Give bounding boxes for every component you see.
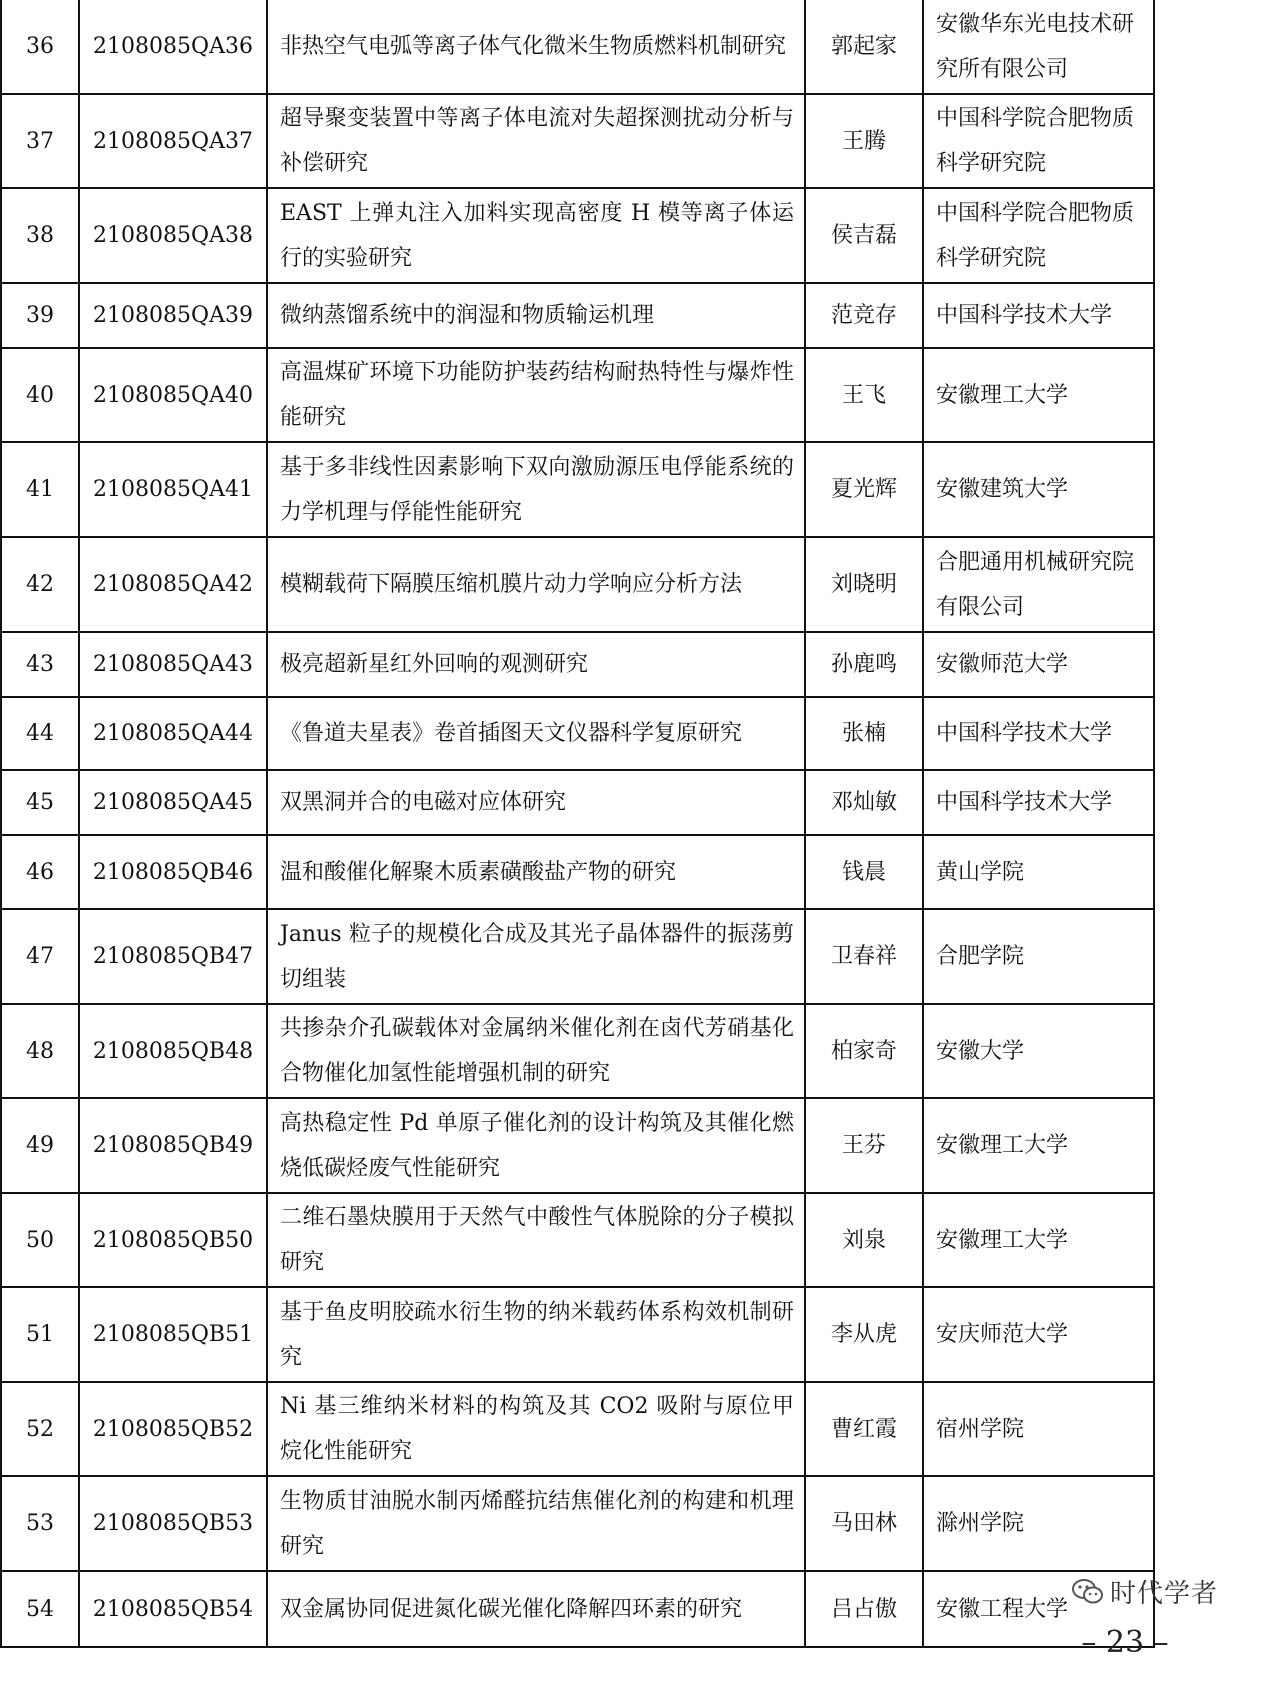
project-code: 2108085QA39 — [79, 283, 267, 348]
institution: 黄山学院 — [923, 835, 1154, 909]
institution: 滁州学院 — [923, 1476, 1154, 1571]
row-number: 43 — [1, 632, 79, 697]
project-code: 2108085QB53 — [79, 1476, 267, 1571]
institution: 安徽大学 — [923, 1004, 1154, 1098]
row-number: 53 — [1, 1476, 79, 1571]
project-code: 2108085QB51 — [79, 1287, 267, 1382]
project-title: 高热稳定性 Pd 单原子催化剂的设计构筑及其催化燃烧低碳烃废气性能研究 — [267, 1098, 805, 1193]
project-title: 基于多非线性因素影响下双向激励源压电俘能系统的力学机理与俘能性能研究 — [267, 442, 805, 537]
row-number: 45 — [1, 770, 79, 835]
table-row — [1, 1287, 1154, 1382]
project-code: 2108085QB54 — [79, 1571, 267, 1647]
principal-investigator: 刘泉 — [805, 1193, 923, 1287]
row-number: 37 — [1, 94, 79, 188]
row-number: 51 — [1, 1287, 79, 1382]
table-row — [1, 537, 1154, 632]
table-row — [1, 348, 1154, 442]
principal-investigator: 李从虎 — [805, 1287, 923, 1382]
project-code: 2108085QA42 — [79, 537, 267, 632]
project-code: 2108085QA44 — [79, 697, 267, 770]
project-code: 2108085QB47 — [79, 909, 267, 1004]
principal-investigator: 吕占傲 — [805, 1571, 923, 1647]
institution: 安徽理工大学 — [923, 348, 1154, 442]
institution: 合肥通用机械研究院有限公司 — [923, 537, 1154, 632]
row-number: 38 — [1, 188, 79, 283]
project-title: 《鲁道夫星表》卷首插图天文仪器科学复原研究 — [267, 697, 805, 770]
project-code: 2108085QA45 — [79, 770, 267, 835]
principal-investigator: 王腾 — [805, 94, 923, 188]
project-title: 共掺杂介孔碳载体对金属纳米催化剂在卤代芳硝基化合物催化加氢性能增强机制的研究 — [267, 1004, 805, 1098]
project-code: 2108085QA43 — [79, 632, 267, 697]
row-number: 42 — [1, 537, 79, 632]
table-row — [1, 835, 1154, 909]
wechat-icon — [1072, 1578, 1104, 1606]
principal-investigator: 夏光辉 — [805, 442, 923, 537]
project-title: 基于鱼皮明胶疏水衍生物的纳米载药体系构效机制研究 — [267, 1287, 805, 1382]
table-row — [1, 283, 1154, 348]
principal-investigator: 范竞存 — [805, 283, 923, 348]
project-code: 2108085QB49 — [79, 1098, 267, 1193]
institution: 安徽建筑大学 — [923, 442, 1154, 537]
institution: 安徽华东光电技术研究所有限公司 — [923, 0, 1154, 94]
principal-investigator: 王飞 — [805, 348, 923, 442]
principal-investigator: 卫春祥 — [805, 909, 923, 1004]
institution: 中国科学技术大学 — [923, 697, 1154, 770]
row-number: 39 — [1, 283, 79, 348]
table-row — [1, 1476, 1154, 1571]
project-title: Janus 粒子的规模化合成及其光子晶体器件的振荡剪切组装 — [267, 909, 805, 1004]
principal-investigator: 曹红霞 — [805, 1382, 923, 1476]
project-title: 二维石墨炔膜用于天然气中酸性气体脱除的分子模拟研究 — [267, 1193, 805, 1287]
institution: 合肥学院 — [923, 909, 1154, 1004]
principal-investigator: 马田林 — [805, 1476, 923, 1571]
row-number: 47 — [1, 909, 79, 1004]
row-number: 48 — [1, 1004, 79, 1098]
institution: 安庆师范大学 — [923, 1287, 1154, 1382]
row-number: 41 — [1, 442, 79, 537]
table-row — [1, 94, 1154, 188]
project-title: 微纳蒸馏系统中的润湿和物质输运机理 — [267, 283, 805, 348]
project-title: 高温煤矿环境下功能防护装药结构耐热特性与爆炸性能研究 — [267, 348, 805, 442]
principal-investigator: 孙鹿鸣 — [805, 632, 923, 697]
project-code: 2108085QB52 — [79, 1382, 267, 1476]
institution: 中国科学技术大学 — [923, 283, 1154, 348]
project-title: EAST 上弹丸注入加料实现高密度 H 模等离子体运行的实验研究 — [267, 188, 805, 283]
institution: 安徽理工大学 — [923, 1193, 1154, 1287]
project-title: 双黑洞并合的电磁对应体研究 — [267, 770, 805, 835]
row-number: 49 — [1, 1098, 79, 1193]
table-row — [1, 1004, 1154, 1098]
table-row — [1, 632, 1154, 697]
table-row — [1, 0, 1154, 94]
principal-investigator: 侯吉磊 — [805, 188, 923, 283]
institution: 中国科学技术大学 — [923, 770, 1154, 835]
project-title: 超导聚变装置中等离子体电流对失超探测扰动分析与补偿研究 — [267, 94, 805, 188]
watermark — [1072, 1573, 1218, 1610]
project-code: 2108085QA37 — [79, 94, 267, 188]
principal-investigator: 张楠 — [805, 697, 923, 770]
row-number: 40 — [1, 348, 79, 442]
principal-investigator: 郭起家 — [805, 0, 923, 94]
table-row — [1, 1382, 1154, 1476]
row-number: 46 — [1, 835, 79, 909]
row-number: 54 — [1, 1571, 79, 1647]
institution: 安徽工程大学 — [923, 1571, 1154, 1647]
watermark-text: 时代学者 — [1110, 1579, 1219, 1609]
institution: 中国科学院合肥物质科学研究院 — [923, 94, 1154, 188]
table-row — [1, 1193, 1154, 1287]
principal-investigator: 邓灿敏 — [805, 770, 923, 835]
principal-investigator: 刘晓明 — [805, 537, 923, 632]
project-code: 2108085QA40 — [79, 348, 267, 442]
table-row — [1, 1098, 1154, 1193]
table-row — [1, 697, 1154, 770]
row-number: 36 — [1, 0, 79, 94]
project-code: 2108085QB48 — [79, 1004, 267, 1098]
table-row — [1, 909, 1154, 1004]
table-row — [1, 1571, 1154, 1647]
page-number: – 23 – — [1081, 1625, 1169, 1660]
project-code: 2108085QA41 — [79, 442, 267, 537]
institution: 宿州学院 — [923, 1382, 1154, 1476]
principal-investigator: 王芬 — [805, 1098, 923, 1193]
project-code: 2108085QB50 — [79, 1193, 267, 1287]
institution: 安徽师范大学 — [923, 632, 1154, 697]
institution: 安徽理工大学 — [923, 1098, 1154, 1193]
institution: 中国科学院合肥物质科学研究院 — [923, 188, 1154, 283]
table-row — [1, 188, 1154, 283]
project-code: 2108085QA38 — [79, 188, 267, 283]
table-row — [1, 770, 1154, 835]
row-number: 50 — [1, 1193, 79, 1287]
project-title: 生物质甘油脱水制丙烯醛抗结焦催化剂的构建和机理研究 — [267, 1476, 805, 1571]
row-number: 52 — [1, 1382, 79, 1476]
principal-investigator: 柏家奇 — [805, 1004, 923, 1098]
project-title: 模糊载荷下隔膜压缩机膜片动力学响应分析方法 — [267, 537, 805, 632]
row-number: 44 — [1, 697, 79, 770]
project-title: Ni 基三维纳米材料的构筑及其 CO2 吸附与原位甲烷化性能研究 — [267, 1382, 805, 1476]
table-body — [1, 0, 1154, 1647]
table-row — [1, 442, 1154, 537]
project-code: 2108085QB46 — [79, 835, 267, 909]
principal-investigator: 钱晨 — [805, 835, 923, 909]
project-title: 双金属协同促进氮化碳光催化降解四环素的研究 — [267, 1571, 805, 1647]
project-title: 极亮超新星红外回响的观测研究 — [267, 632, 805, 697]
project-title: 非热空气电弧等离子体气化微米生物质燃料机制研究 — [267, 0, 805, 94]
project-code: 2108085QA36 — [79, 0, 267, 94]
project-title: 温和酸催化解聚木质素磺酸盐产物的研究 — [267, 835, 805, 909]
